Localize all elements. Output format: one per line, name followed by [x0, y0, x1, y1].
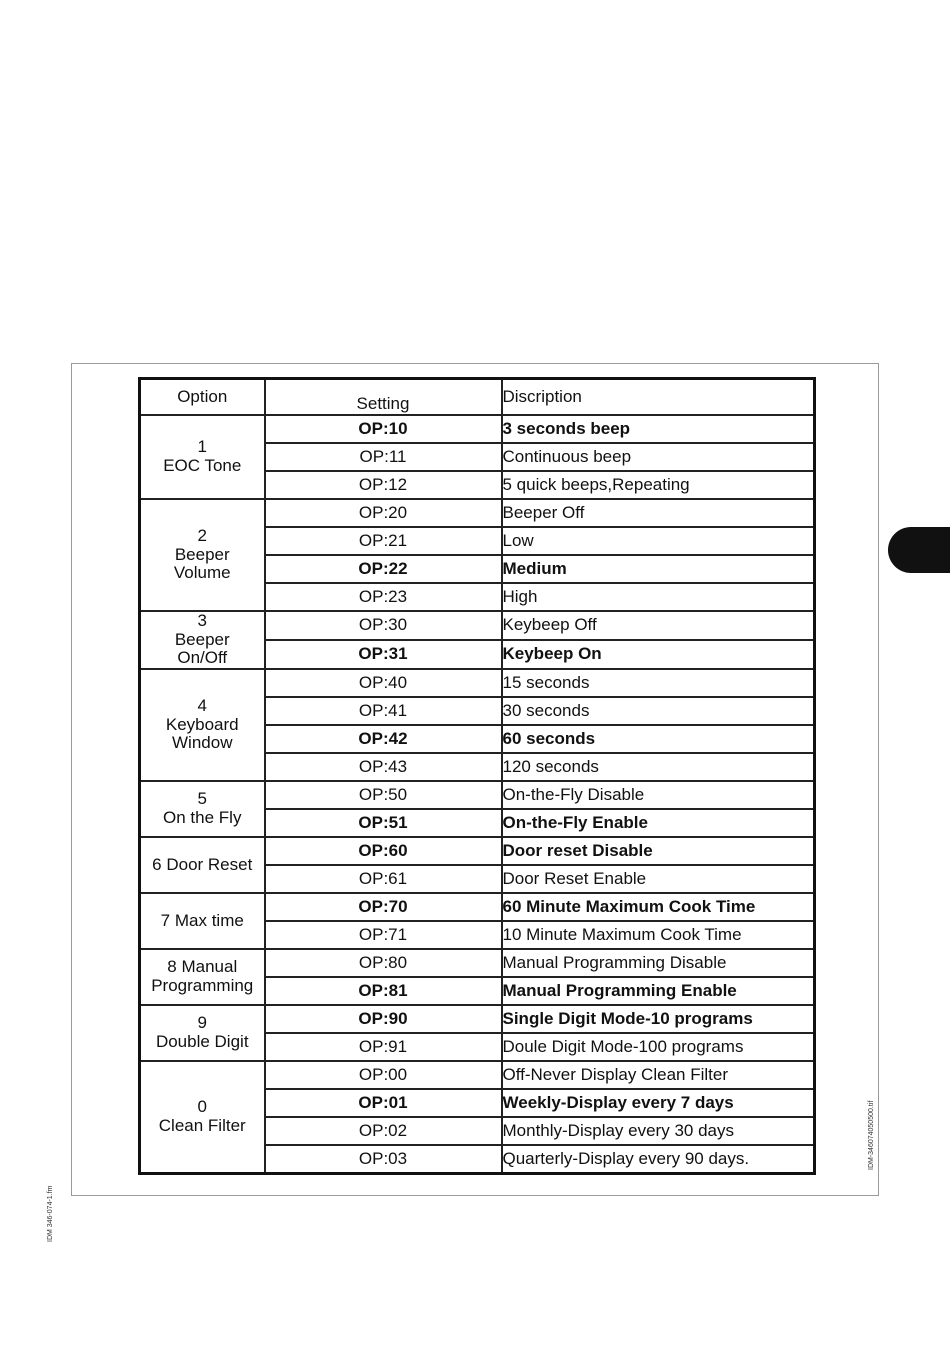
setting-cell: OP:91: [265, 1033, 502, 1061]
option-cell: 5 On the Fly: [140, 781, 265, 837]
setting-cell: OP:70: [265, 893, 502, 921]
setting-cell: OP:20: [265, 499, 502, 527]
setting-cell: OP:51: [265, 809, 502, 837]
setting-cell: OP:43: [265, 753, 502, 781]
description-cell: 10 Minute Maximum Cook Time: [502, 921, 815, 949]
setting-cell: OP:60: [265, 837, 502, 865]
description-cell: 60 seconds: [502, 725, 815, 753]
description-cell: Door reset Disable: [502, 837, 815, 865]
setting-cell: OP:81: [265, 977, 502, 1005]
setting-cell: OP:10: [265, 415, 502, 443]
description-cell: Quarterly-Display every 90 days.: [502, 1145, 815, 1174]
setting-cell: OP:02: [265, 1117, 502, 1145]
description-cell: 15 seconds: [502, 669, 815, 697]
description-cell: Keybeep Off: [502, 611, 815, 640]
option-cell: 0 Clean Filter: [140, 1061, 265, 1174]
option-cell: 7 Max time: [140, 893, 265, 949]
setting-cell: OP:50: [265, 781, 502, 809]
description-cell: Monthly-Display every 30 days: [502, 1117, 815, 1145]
table-row: [140, 611, 815, 640]
description-cell: 30 seconds: [502, 697, 815, 725]
description-cell: Off-Never Display Clean Filter: [502, 1061, 815, 1089]
header-description: Discription: [502, 379, 815, 416]
description-cell: 5 quick beeps,Repeating: [502, 471, 815, 499]
setting-cell: OP:90: [265, 1005, 502, 1033]
description-cell: Weekly-Display every 7 days: [502, 1089, 815, 1117]
table-row: [140, 1061, 815, 1089]
side-code-left: IDM 346-074-1.fm: [47, 1185, 54, 1242]
setting-cell: OP:42: [265, 725, 502, 753]
table-row: [140, 499, 815, 527]
description-cell: On-the-Fly Disable: [502, 781, 815, 809]
description-cell: High: [502, 583, 815, 611]
description-cell: Manual Programming Enable: [502, 977, 815, 1005]
setting-cell: OP:30: [265, 611, 502, 640]
setting-cell: OP:21: [265, 527, 502, 555]
option-cell: 9 Double Digit: [140, 1005, 265, 1061]
options-table: [138, 377, 816, 1175]
setting-cell: OP:22: [265, 555, 502, 583]
description-cell: Low: [502, 527, 815, 555]
description-cell: Keybeep On: [502, 640, 815, 669]
description-cell: 3 seconds beep: [502, 415, 815, 443]
setting-cell: OP:11: [265, 443, 502, 471]
side-code-right: IDM-346074050500.tif: [868, 1100, 875, 1170]
table-body: [140, 415, 815, 1174]
setting-cell: OP:71: [265, 921, 502, 949]
option-cell: 2 Beeper Volume: [140, 499, 265, 611]
description-cell: Single Digit Mode-10 programs: [502, 1005, 815, 1033]
option-cell: 3 Beeper On/Off: [140, 611, 265, 669]
setting-cell: OP:61: [265, 865, 502, 893]
setting-cell: OP:80: [265, 949, 502, 977]
description-cell: Doule Digit Mode-100 programs: [502, 1033, 815, 1061]
option-cell: 6 Door Reset: [140, 837, 265, 893]
header-setting: Setting: [265, 379, 502, 416]
table-header-row: [140, 379, 815, 416]
description-cell: Manual Programming Disable: [502, 949, 815, 977]
description-cell: 120 seconds: [502, 753, 815, 781]
description-cell: 60 Minute Maximum Cook Time: [502, 893, 815, 921]
table-row: [140, 669, 815, 697]
option-cell: 8 Manual Programming: [140, 949, 265, 1005]
setting-cell: OP:12: [265, 471, 502, 499]
option-cell: 4 Keyboard Window: [140, 669, 265, 781]
setting-cell: OP:00: [265, 1061, 502, 1089]
description-cell: Medium: [502, 555, 815, 583]
setting-cell: OP:41: [265, 697, 502, 725]
option-cell: 1 EOC Tone: [140, 415, 265, 499]
setting-cell: OP:03: [265, 1145, 502, 1174]
description-cell: Continuous beep: [502, 443, 815, 471]
description-cell: Beeper Off: [502, 499, 815, 527]
setting-cell: OP:23: [265, 583, 502, 611]
table-row: [140, 893, 815, 921]
setting-cell: OP:31: [265, 640, 502, 669]
description-cell: On-the-Fly Enable: [502, 809, 815, 837]
header-option: Option: [140, 379, 265, 416]
section-tab-marker: [888, 527, 950, 573]
table-row: [140, 1005, 815, 1033]
table-row: [140, 837, 815, 865]
table-row: [140, 781, 815, 809]
table-row: [140, 949, 815, 977]
setting-cell: OP:01: [265, 1089, 502, 1117]
description-cell: Door Reset Enable: [502, 865, 815, 893]
setting-cell: OP:40: [265, 669, 502, 697]
table-row: [140, 415, 815, 443]
